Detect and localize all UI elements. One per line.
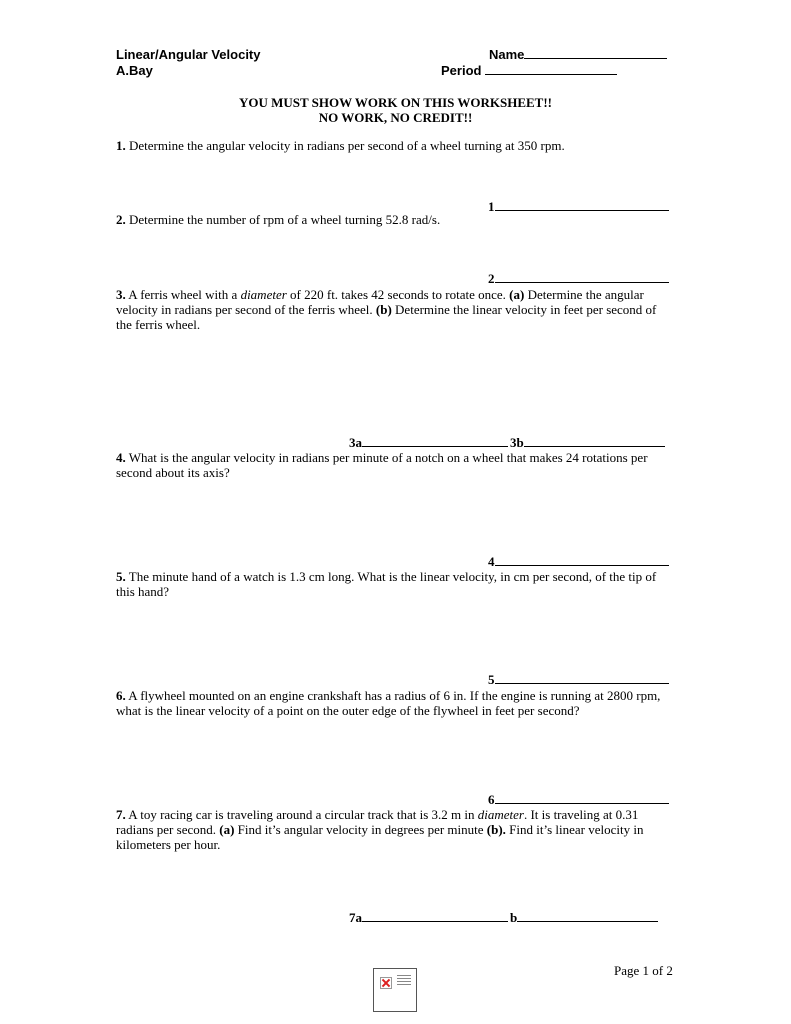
answer-blank — [495, 672, 669, 684]
answer-label: 4 — [488, 554, 495, 569]
missing-image-x-icon — [380, 977, 392, 989]
answer-label: 1 — [488, 199, 495, 214]
answer-blank — [495, 199, 669, 211]
question-number: 1. — [116, 138, 126, 153]
question-text: Determine the number of rpm of a wheel turning 52.8 rad/s. — [125, 212, 441, 227]
question-number: 7. — [116, 807, 126, 822]
question-text-italic: diameter — [240, 287, 287, 302]
author-label: A.Bay — [116, 63, 153, 78]
name-field — [489, 47, 667, 62]
answer-label: 3a — [349, 435, 362, 450]
question-text: Determine the angular velocity in radians per second of a wheel turning at 350 rpm. — [125, 138, 565, 153]
question-5 — [116, 569, 672, 599]
question-number: 6. — [116, 688, 126, 703]
period-label: Period — [441, 63, 482, 78]
worksheet-title: Linear/Angular Velocity — [116, 47, 261, 62]
answer-label: 5 — [488, 672, 495, 687]
question-text-italic: diameter — [477, 807, 524, 822]
question-number: 5. — [116, 569, 126, 584]
question-text: . It is traveling at 0.31 radians per second. — [116, 807, 639, 837]
question-text: Determine the linear velocity in feet per second of the ferris wheel. — [116, 302, 657, 332]
question-text: Find it’s linear velocity in kilometers per hour. — [116, 822, 644, 852]
answer-blank — [524, 435, 665, 447]
answer-blank — [495, 554, 669, 566]
name-label: Name — [489, 47, 525, 62]
question-number: 3. — [116, 287, 126, 302]
period-field — [441, 63, 617, 78]
instruction-line-1: YOU MUST SHOW WORK ON THIS WORKSHEET!! — [238, 95, 553, 110]
question-text: The minute hand of a watch is 1.3 cm long. What is the linear velocity, in cm per second, of the tip of this hand? — [116, 569, 657, 599]
answer-5 — [488, 672, 669, 687]
question-6 — [116, 688, 672, 718]
answer-3b — [510, 435, 665, 450]
question-text: Determine the angular velocity in radians per second of the ferris wheel. — [116, 287, 644, 317]
page-number: Page 1 of 2 — [614, 963, 673, 978]
instruction-line-2: NO WORK, NO CREDIT!! — [318, 110, 473, 125]
answer-blank — [362, 435, 508, 447]
answer-label: 7a — [349, 910, 362, 925]
question-text: A flywheel mounted on an engine crankshaft has a radius of 6 in. If the engine is running at 2800 rpm, what is the linear velocity of a point on the outer edge of the flywheel in feet per second? — [116, 688, 661, 718]
period-blank — [485, 63, 617, 75]
broken-image-icon — [373, 968, 417, 1012]
answer-7b — [510, 910, 658, 925]
question-7 — [116, 807, 672, 852]
answer-6 — [488, 792, 669, 807]
answer-7a — [349, 910, 508, 925]
question-4 — [116, 450, 672, 480]
question-1 — [116, 138, 672, 153]
answer-3a — [349, 435, 508, 450]
answer-blank — [495, 792, 669, 804]
name-blank — [524, 47, 667, 59]
question-number: 4. — [116, 450, 126, 465]
answer-label: b — [510, 910, 518, 925]
answer-4 — [488, 554, 669, 569]
question-text: What is the angular velocity in radians per minute of a notch on a wheel that makes 24 rotations per second about its axis? — [116, 450, 648, 480]
answer-label: 3b — [510, 435, 524, 450]
image-caption-lines — [397, 975, 411, 987]
part-b-label: (b). — [486, 822, 506, 837]
answer-blank — [495, 271, 669, 283]
answer-2 — [488, 271, 669, 286]
part-b-label: (b) — [375, 302, 392, 317]
part-a-label: (a) — [509, 287, 525, 302]
question-text: Find it’s angular velocity in degrees per minute — [234, 822, 487, 837]
answer-label: 6 — [488, 792, 495, 807]
question-text: of 220 ft. takes 42 seconds to rotate once. — [286, 287, 510, 302]
answer-blank — [517, 910, 658, 922]
question-2 — [116, 212, 672, 227]
part-a-label: (a) — [219, 822, 235, 837]
question-text: A toy racing car is traveling around a circular track that is 3.2 m in — [125, 807, 478, 822]
question-number: 2. — [116, 212, 126, 227]
question-text: A ferris wheel with a — [125, 287, 241, 302]
answer-label: 2 — [488, 271, 495, 286]
question-3 — [116, 287, 672, 332]
answer-blank — [362, 910, 508, 922]
